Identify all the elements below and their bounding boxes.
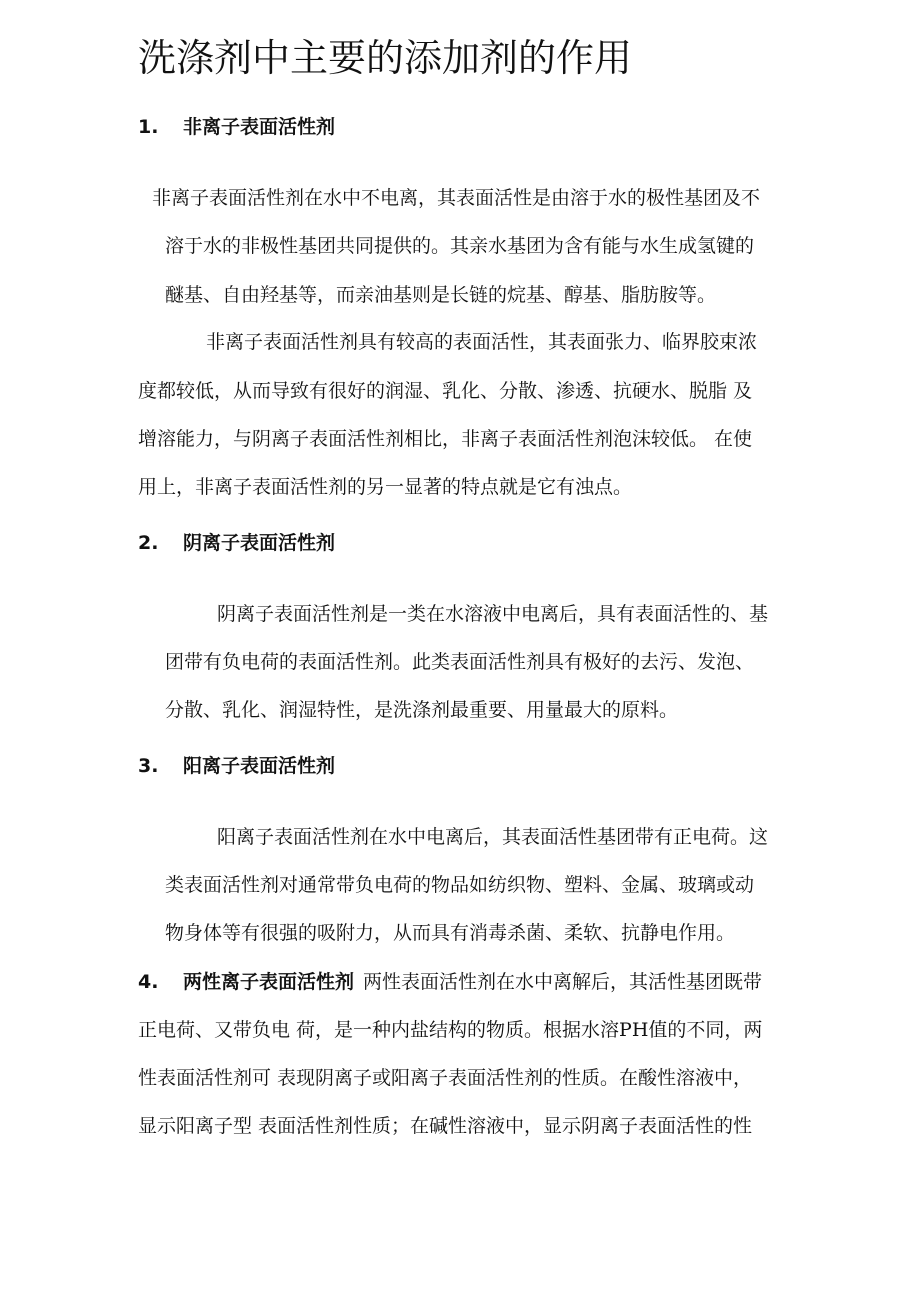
section-number: 4. bbox=[138, 971, 159, 993]
section-title: 非离子表面活性剂 bbox=[183, 116, 336, 138]
section-heading-3 bbox=[138, 751, 335, 781]
paragraph-line: 阳离子表面活性剂在水中电离后，其表面活性基团带有正电荷。这 bbox=[217, 826, 769, 848]
paragraph-line: 醚基、自由羟基等，而亲油基则是长链的烷基、醇基、脂肪胺等。 bbox=[165, 284, 717, 306]
paragraph-line: 显示阳离子型 表面活性剂性质；在碱性溶液中，显示阴离子表面活性的性 bbox=[138, 1115, 753, 1137]
paragraph-line: 用上，非离子表面活性剂的另一显著的特点就是它有浊点。 bbox=[138, 476, 633, 498]
section-heading-1 bbox=[138, 112, 335, 142]
paragraph-line: 性表面活性剂可 表现阴离子或阳离子表面活性剂的性质。在酸性溶液中， bbox=[138, 1067, 753, 1089]
paragraph-line: 团带有负电荷的表面活性剂。此类表面活性剂具有极好的去污、发泡、 bbox=[165, 651, 755, 673]
section-title: 阴离子表面活性剂 bbox=[183, 532, 336, 554]
section-heading-4 bbox=[138, 967, 762, 997]
section-heading-2 bbox=[138, 528, 335, 558]
paragraph-line: 阴离子表面活性剂是一类在水溶液中电离后，具有表面活性的、基 bbox=[217, 603, 769, 625]
section-number: 3. bbox=[138, 755, 159, 777]
paragraph-line: 正电荷、又带负电 荷，是一种内盐结构的物质。根据水溶PH值的不同，两 bbox=[138, 1019, 763, 1041]
paragraph-line: 增溶能力，与阴离子表面活性剂相比，非离子表面活性剂泡沫较低。 在使 bbox=[138, 428, 753, 450]
section-title: 阳离子表面活性剂 bbox=[183, 755, 336, 777]
paragraph-line: 分散、乳化、润湿特性，是洗涤剂最重要、用量最大的原料。 bbox=[165, 699, 679, 721]
section-title: 两性离子表面活性剂 bbox=[183, 971, 355, 993]
section-number: 1. bbox=[138, 116, 159, 138]
paragraph-line: 物身体等有很强的吸附力，从而具有消毒杀菌、柔软、抗静电作用。 bbox=[165, 922, 736, 944]
paragraph-line: 非离子表面活性剂在水中不电离，其表面活性是由溶于水的极性基团及不 bbox=[152, 187, 761, 209]
paragraph-line: 度都较低，从而导致有很好的润湿、乳化、分散、渗透、抗硬水、脱脂 及 bbox=[138, 380, 753, 402]
section-number: 2. bbox=[138, 532, 159, 554]
paragraph-line: 类表面活性剂对通常带负电荷的物品如纺织物、塑料、金属、玻璃或动 bbox=[165, 874, 755, 896]
paragraph-line: 溶于水的非极性基团共同提供的。其亲水基团为含有能与水生成氢键的 bbox=[165, 235, 755, 257]
page-title: 洗涤剂中主要的添加剂的作用 bbox=[138, 36, 633, 80]
section-inline-text: 两性表面活性剂在水中离解后，其活性基团既带 bbox=[363, 971, 763, 993]
paragraph-line: 非离子表面活性剂具有较高的表面活性，其表面张力、临界胶束浓 bbox=[206, 331, 758, 353]
